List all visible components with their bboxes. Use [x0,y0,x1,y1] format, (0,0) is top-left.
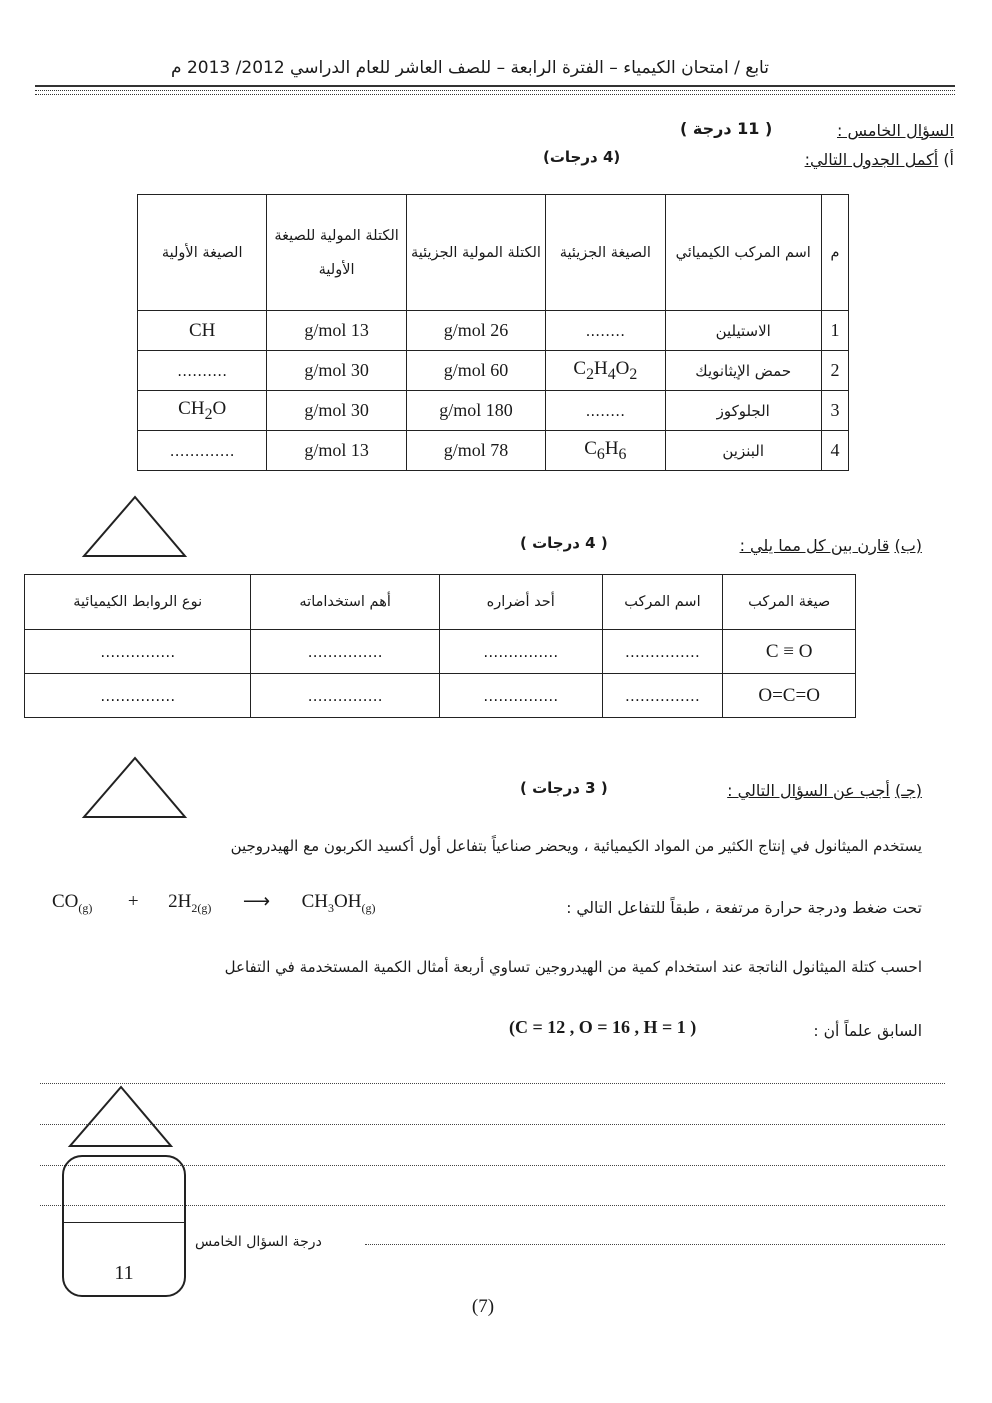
part-c-instruction [727,781,922,800]
bond-type-blank[interactable]: …………… [25,674,251,718]
compound-name: البنزين [665,431,821,471]
part-c-line-4: السابق علماً أن : [813,1022,922,1040]
score-triangle-icon [80,755,190,821]
header-dotted-rule [35,90,955,91]
molar-mass-empirical: 13 g/mol [267,431,406,471]
page-header-title: تابع / امتحان الكيمياء – الفترة الرابعة – للصف العاشر للعام الدراسي 2012/ 2013 م [171,58,769,78]
table-row [138,391,849,431]
part-b-instruction [740,536,922,555]
reactant-h2: $2H_{2(g)}$ [168,891,212,915]
molecular-formula: $C_6H_6$ [546,431,665,471]
part-a-instruction [805,150,954,169]
reaction-equation [52,890,375,916]
molar-mass-empirical: 30 g/mol [267,351,406,391]
header-molecular-formula: الصيغة الجزيئية [546,195,665,311]
header-empirical-formula: الصيغة الأولية [138,195,267,311]
molar-mass-molecular: 26 g/mol [406,311,545,351]
part-a-marks: (4 درجات) [543,148,621,166]
bond-type-blank[interactable]: …………… [25,630,251,674]
empirical-formula: $CH_2O$ [138,391,267,431]
part-c-line-1: يستخدم الميثانول في إنتاج الكثير من المواد الكيميائية ، ويحضر صناعياً بتفاعل أول أكسيد الكربون مع الهيدروجين [230,837,922,855]
molar-mass-molecular: 60 g/mol [406,351,545,391]
page-number: (7) [471,1296,495,1317]
table-row [25,630,856,674]
score-triangle-icon [80,494,190,560]
empirical-formula-blank[interactable]: …………. [138,431,267,471]
header-name: اسم المركب [602,575,723,630]
compounds-table [137,194,849,471]
molecular-formula-blank[interactable]: …….. [546,391,665,431]
compound-formula: O=C=O [723,674,856,718]
harm-blank[interactable]: …………… [439,630,602,674]
molar-mass-molecular: 78 g/mol [406,431,545,471]
compound-name: الاستيلين [665,311,821,351]
score-label: درجة السؤال الخامس [195,1234,322,1250]
header-num: م [821,195,848,311]
score-box-divider [62,1222,186,1223]
uses-blank[interactable]: …………… [251,674,440,718]
product-ch3oh: $CH_3OH_{(g)}$ [301,891,376,915]
compound-name-blank[interactable]: …………… [602,674,723,718]
row-num: 2 [821,351,848,391]
question-title [837,121,954,140]
part-c-marks: ( 3 درجات ) [520,779,608,797]
question-marks: ( 11 درجة ) [680,119,773,138]
empirical-formula: CH [138,311,267,351]
header-compound-name: اسم المركب الكيميائي [665,195,821,311]
header-molar-mass-empirical: الكتلة المولية للصيغة الأولية [267,195,406,311]
header-rule [35,85,955,87]
table-row [138,351,849,391]
compound-name-blank[interactable]: …………… [602,630,723,674]
harm-blank[interactable]: …………… [439,674,602,718]
compound-name: حمض الإيثانويك [665,351,821,391]
uses-blank[interactable]: …………… [251,630,440,674]
row-num: 1 [821,311,848,351]
row-num: 4 [821,431,848,471]
compare-table [24,574,856,718]
molecular-formula: $C_2H_4O_2$ [546,351,665,391]
part-c-line-3: احسب كتلة الميثانول الناتجة عند استخدام كمية من الهيدروجين تساوي أربعة أمثال الكمية المستخدمة في التفاعل [224,958,922,976]
header-harm: أحد أضراره [439,575,602,630]
reaction-arrow-icon: ⟶ [242,891,271,912]
question-title-text: السؤال الخامس : [837,121,954,140]
header-molar-mass-molecular: الكتلة المولية الجزيئية [406,195,545,311]
compound-name: الجلوكوز [665,391,821,431]
header-formula: صيغة المركب [723,575,856,630]
part-c-line-2: تحت ضغط ودرجة حرارة مرتفعة ، طبقاً للتفاعل التالي : [566,899,922,917]
part-a-label: أ) [943,150,954,169]
header-bond-type: نوع الروابط الكيميائية [25,575,251,630]
compound-formula: C ≡ O [723,630,856,674]
header-uses: أهم استخداماته [251,575,440,630]
part-a-text: أكمل الجدول التالي: [804,150,939,169]
table-row [138,431,849,471]
molar-mass-empirical: 13 g/mol [267,311,406,351]
part-b-label: (ب) [894,536,922,555]
reactant-co: $CO_{(g)}$ [52,891,93,915]
atomic-masses: (C = 12 , O = 16 , H = 1 ) [509,1017,697,1037]
score-total: 11 [114,1262,134,1284]
table-row [25,674,856,718]
part-b-marks: ( 4 درجات ) [520,534,608,552]
empirical-formula-blank[interactable]: ………. [138,351,267,391]
molar-mass-molecular: 180 g/mol [406,391,545,431]
table-header-row [138,195,849,311]
molecular-formula-blank[interactable]: …….. [546,311,665,351]
table-header-row [25,575,856,630]
header-dotted-rule-2 [35,94,955,95]
score-triangle-icon [66,1084,176,1150]
table-row [138,311,849,351]
molar-mass-empirical: 30 g/mol [267,391,406,431]
part-c-label: (جـ) [894,781,922,800]
plus-sign: + [127,891,139,912]
answer-line[interactable] [365,1244,945,1245]
part-c-text: أجب عن السؤال التالي : [727,781,890,800]
part-b-text: قارن بين كل مما يلي : [739,536,890,555]
row-num: 3 [821,391,848,431]
